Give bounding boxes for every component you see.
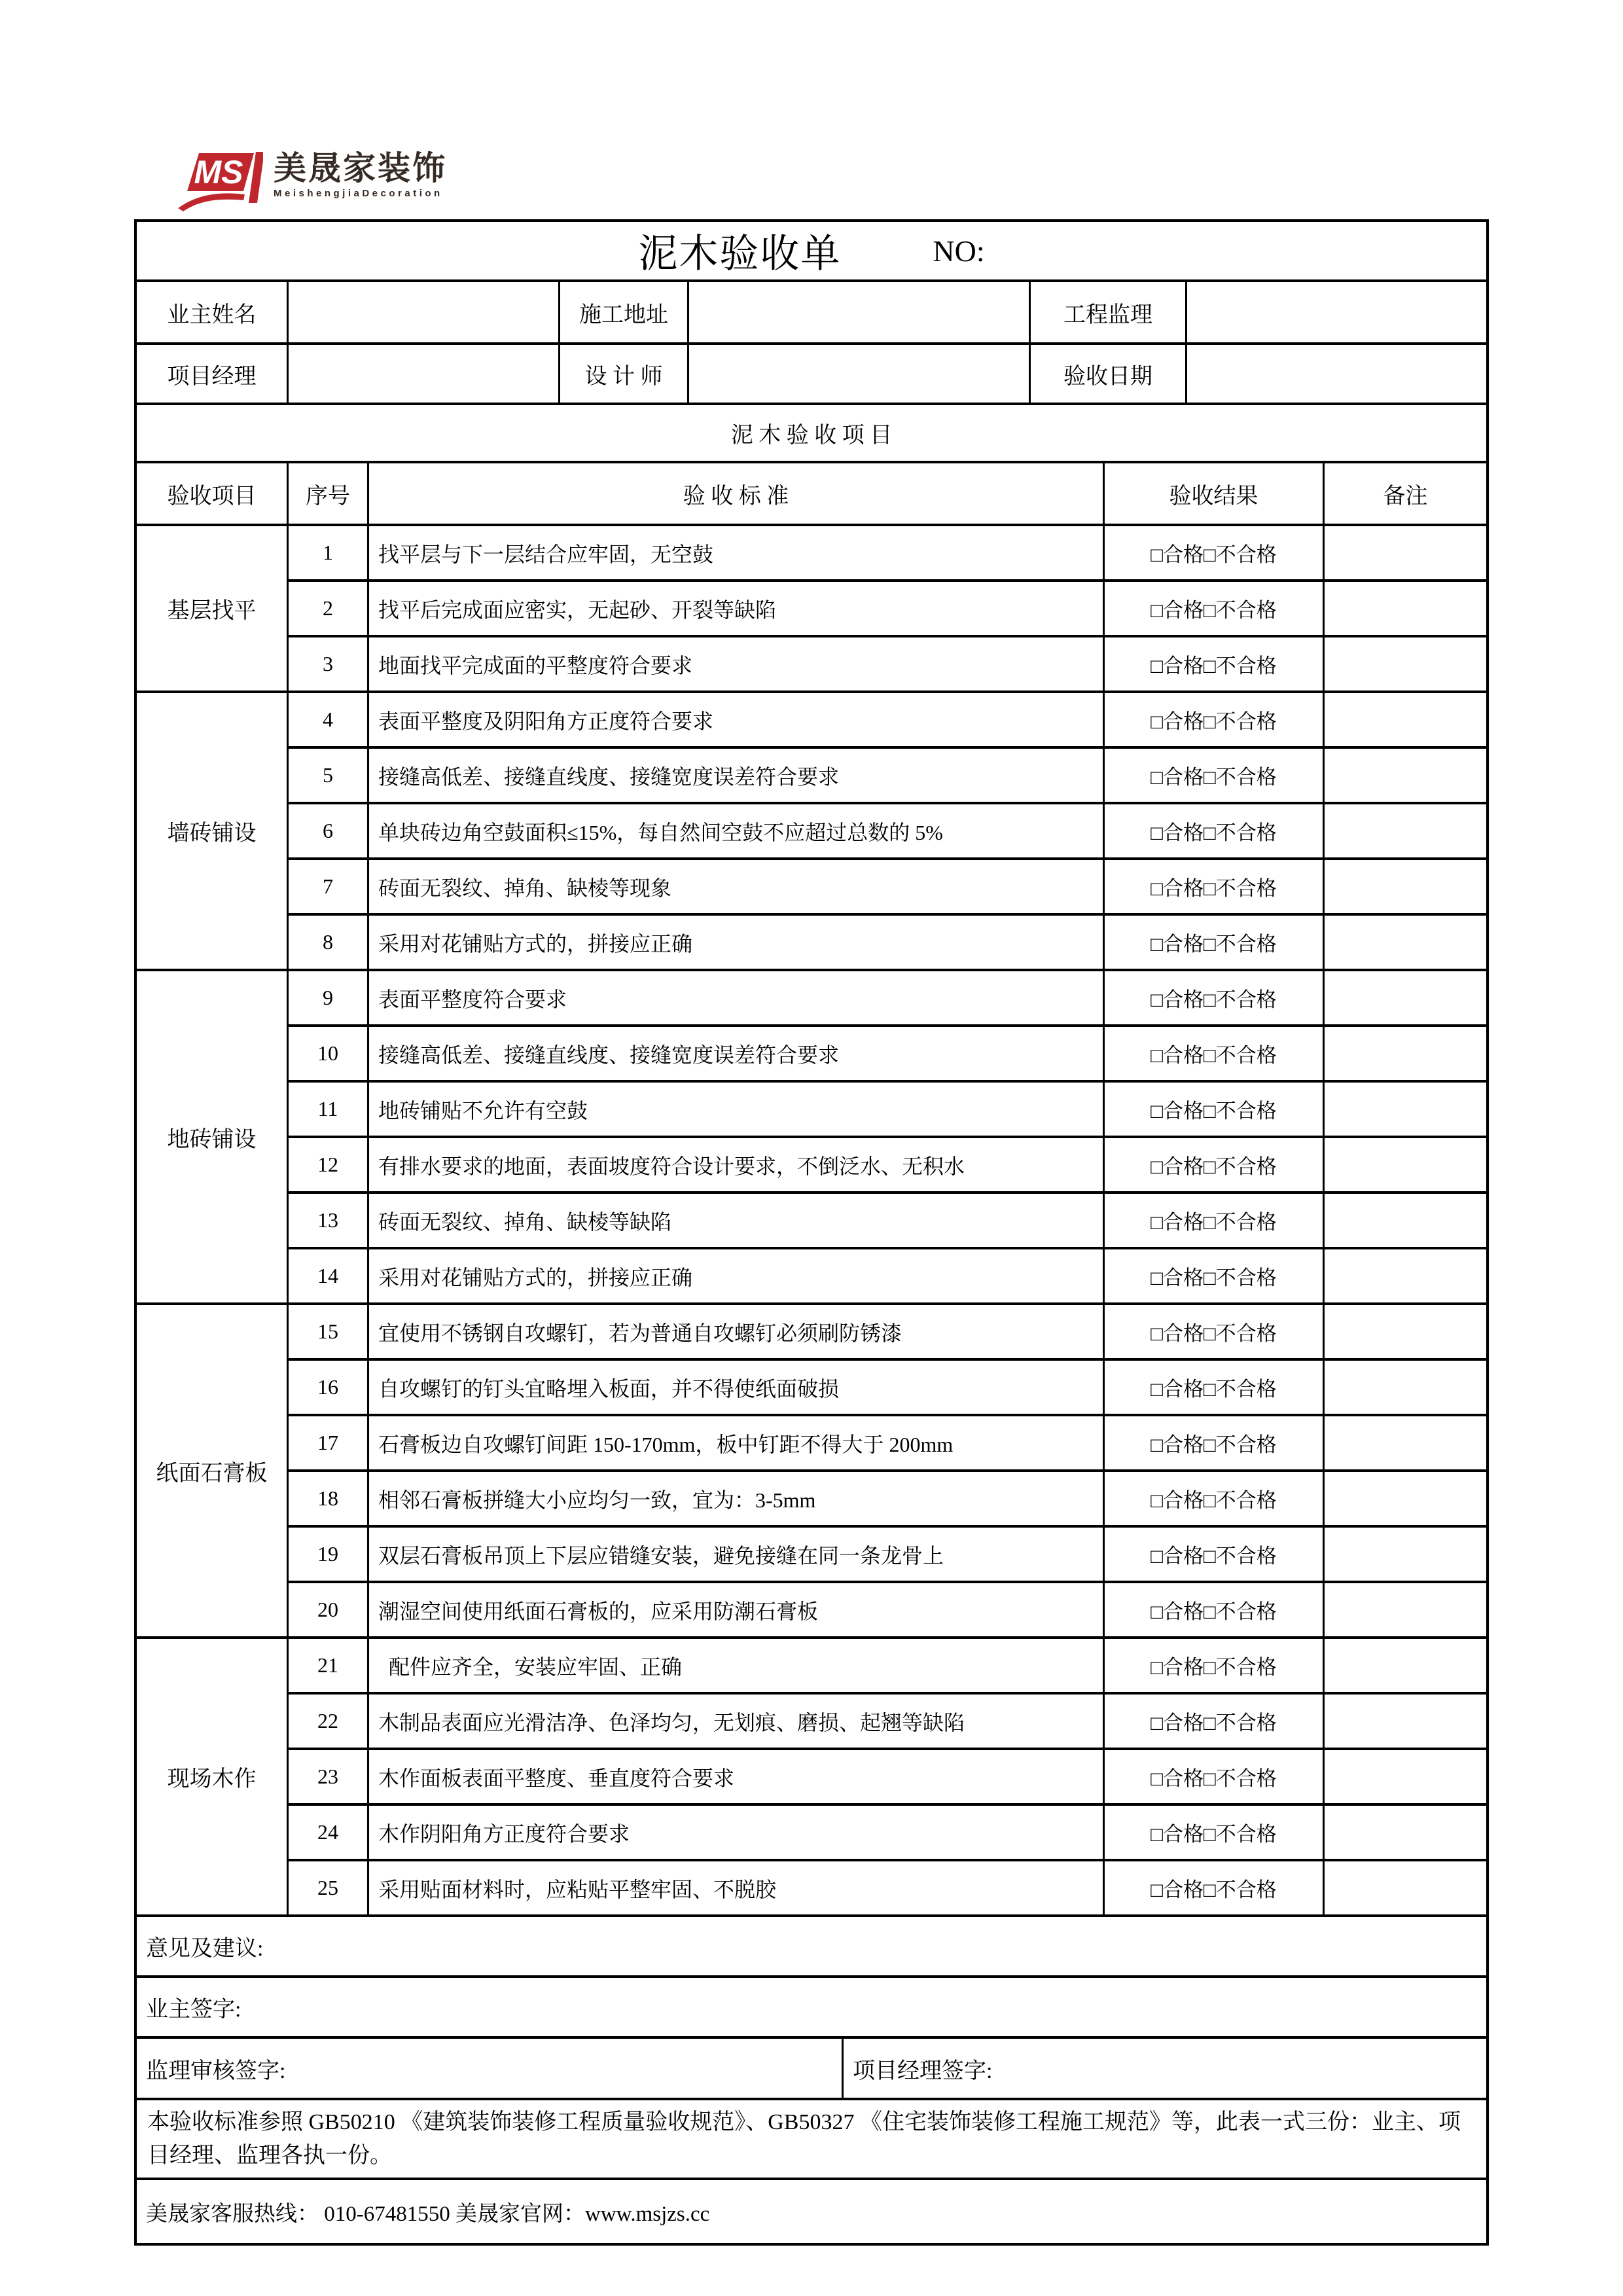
item-result[interactable]: □合格□不合格 bbox=[1105, 857, 1325, 913]
item-standard: 单块砖边角空鼓面积≤15%，每自然间空鼓不应超过总数的 5% bbox=[369, 802, 1105, 857]
item-result[interactable]: □合格□不合格 bbox=[1105, 1302, 1325, 1358]
item-standard: 找平层与下一层结合应牢固，无空鼓 bbox=[369, 524, 1105, 579]
standards-note-row bbox=[137, 2098, 1486, 2178]
item-remark[interactable] bbox=[1325, 1302, 1486, 1358]
logo-ms-mark-icon bbox=[177, 151, 263, 213]
item-standard: 砖面无裂纹、掉角、缺棱等缺陷 bbox=[369, 1191, 1105, 1247]
item-remark[interactable] bbox=[1325, 746, 1486, 802]
item-seq: 10 bbox=[289, 1024, 369, 1080]
item-result[interactable]: □合格□不合格 bbox=[1105, 1024, 1325, 1080]
item-remark[interactable] bbox=[1325, 524, 1486, 579]
item-result[interactable]: □合格□不合格 bbox=[1105, 969, 1325, 1024]
item-result[interactable]: □合格□不合格 bbox=[1105, 1247, 1325, 1302]
item-remark[interactable] bbox=[1325, 1024, 1486, 1080]
item-seq: 2 bbox=[289, 579, 369, 635]
info-value-1-0[interactable] bbox=[289, 342, 560, 403]
item-standard: 采用对花铺贴方式的，拼接应正确 bbox=[369, 1247, 1105, 1302]
item-remark[interactable] bbox=[1325, 1247, 1486, 1302]
item-seq: 15 bbox=[289, 1302, 369, 1358]
info-value-0-2[interactable] bbox=[1187, 282, 1486, 342]
group-label: 现场木作 bbox=[137, 1636, 289, 1914]
item-seq: 3 bbox=[289, 635, 369, 691]
item-seq: 20 bbox=[289, 1581, 369, 1636]
item-remark[interactable] bbox=[1325, 1358, 1486, 1414]
info-label-1-1: 设 计 师 bbox=[560, 342, 689, 403]
item-standard: 木制品表面应光滑洁净、色泽均匀，无划痕、磨损、起翘等缺陷 bbox=[369, 1692, 1105, 1748]
item-seq: 7 bbox=[289, 857, 369, 913]
item-seq: 1 bbox=[289, 524, 369, 579]
info-grid bbox=[137, 279, 1486, 403]
item-result[interactable]: □合格□不合格 bbox=[1105, 1859, 1325, 1914]
logo-name-chinese: 美晟家装饰 bbox=[274, 150, 447, 187]
info-value-1-2[interactable] bbox=[1187, 342, 1486, 403]
item-remark[interactable] bbox=[1325, 1859, 1486, 1914]
owner-signature-label: 业主签字: bbox=[146, 1998, 241, 2022]
item-seq: 17 bbox=[289, 1414, 369, 1469]
item-remark[interactable] bbox=[1325, 1469, 1486, 1525]
item-remark[interactable] bbox=[1325, 1636, 1486, 1692]
group-label: 纸面石膏板 bbox=[137, 1302, 289, 1636]
item-result[interactable]: □合格□不合格 bbox=[1105, 1191, 1325, 1247]
item-remark[interactable] bbox=[1325, 1136, 1486, 1191]
item-standard: 砖面无裂纹、掉角、缺棱等现象 bbox=[369, 857, 1105, 913]
item-result[interactable]: □合格□不合格 bbox=[1105, 635, 1325, 691]
section-title: 泥 木 验 收 项 目 bbox=[137, 403, 1486, 461]
item-result[interactable]: □合格□不合格 bbox=[1105, 802, 1325, 857]
acceptance-sheet bbox=[134, 219, 1489, 2246]
owner-signature-row[interactable] bbox=[137, 1975, 1486, 2036]
item-standard: 地面找平完成面的平整度符合要求 bbox=[369, 635, 1105, 691]
item-remark[interactable] bbox=[1325, 1803, 1486, 1859]
item-result[interactable]: □合格□不合格 bbox=[1105, 1414, 1325, 1469]
item-seq: 4 bbox=[289, 691, 369, 746]
item-seq: 5 bbox=[289, 746, 369, 802]
supervisor-signature-cell[interactable] bbox=[137, 2039, 844, 2098]
item-standard: 表面平整度及阴阳角方正度符合要求 bbox=[369, 691, 1105, 746]
pm-signature-cell[interactable] bbox=[844, 2039, 1486, 2098]
col-header-result: 验收结果 bbox=[1105, 463, 1325, 524]
suggestions-row[interactable] bbox=[137, 1914, 1486, 1975]
item-standard: 双层石膏板吊顶上下层应错缝安装，避免接缝在同一条龙骨上 bbox=[369, 1525, 1105, 1581]
logo bbox=[177, 151, 447, 213]
item-seq: 25 bbox=[289, 1859, 369, 1914]
standards-note-text: 本验收标准参照 GB50210 《建筑装饰装修工程质量验收规范》、GB50327 《住宅装饰装修工程施工规范》等，此表一式三份：业主、项目经理、监理各执一份。 bbox=[147, 2110, 1461, 2168]
col-header-remark: 备注 bbox=[1383, 484, 1428, 509]
item-result[interactable]: □合格□不合格 bbox=[1105, 1692, 1325, 1748]
item-result[interactable]: □合格□不合格 bbox=[1105, 1136, 1325, 1191]
item-standard: 接缝高低差、接缝直线度、接缝宽度误差符合要求 bbox=[369, 746, 1105, 802]
item-result[interactable]: □合格□不合格 bbox=[1105, 1469, 1325, 1525]
info-label-0-0: 业主姓名 bbox=[137, 282, 289, 342]
item-standard: 表面平整度符合要求 bbox=[369, 969, 1105, 1024]
logo-name-english: MeishengjiaDecoration bbox=[274, 188, 443, 199]
svg-text:MS: MS bbox=[194, 154, 243, 190]
item-seq: 9 bbox=[289, 969, 369, 1024]
col-header-standard: 验 收 标 准 bbox=[369, 463, 1105, 524]
item-result[interactable]: □合格□不合格 bbox=[1105, 1748, 1325, 1803]
item-result[interactable]: □合格□不合格 bbox=[1105, 913, 1325, 969]
item-result[interactable]: □合格□不合格 bbox=[1105, 1525, 1325, 1581]
item-seq: 6 bbox=[289, 802, 369, 857]
item-result[interactable]: □合格□不合格 bbox=[1105, 1636, 1325, 1692]
item-result[interactable]: □合格□不合格 bbox=[1105, 1581, 1325, 1636]
item-result[interactable]: □合格□不合格 bbox=[1105, 579, 1325, 635]
item-standard: 找平后完成面应密实，无起砂、开裂等缺陷 bbox=[369, 579, 1105, 635]
item-standard: 地砖铺贴不允许有空鼓 bbox=[369, 1080, 1105, 1136]
item-seq: 23 bbox=[289, 1748, 369, 1803]
group-label: 地砖铺设 bbox=[137, 969, 289, 1302]
item-seq: 8 bbox=[289, 913, 369, 969]
group-label: 基层找平 bbox=[137, 524, 289, 691]
items-grid bbox=[137, 461, 1486, 1914]
item-seq: 22 bbox=[289, 1692, 369, 1748]
service-text: 美晟家客服热线： 010-67481550 美晟家官网：www.msjzs.cc bbox=[146, 2202, 710, 2226]
item-remark[interactable] bbox=[1325, 1581, 1486, 1636]
item-seq: 18 bbox=[289, 1469, 369, 1525]
item-seq: 13 bbox=[289, 1191, 369, 1247]
item-remark[interactable] bbox=[1325, 802, 1486, 857]
col-header-project: 验收项目 bbox=[137, 463, 289, 524]
sheet-no-label: NO: bbox=[933, 234, 985, 268]
info-label-0-1: 施工地址 bbox=[560, 282, 689, 342]
group-label: 墙砖铺设 bbox=[137, 691, 289, 969]
item-seq: 14 bbox=[289, 1247, 369, 1302]
pm-signature-label: 项目经理签字: bbox=[853, 2058, 993, 2083]
item-remark[interactable] bbox=[1325, 1525, 1486, 1581]
item-remark[interactable] bbox=[1325, 1191, 1486, 1247]
item-standard: 石膏板边自攻螺钉间距 150-170mm，板中钉距不得大于 200mm bbox=[369, 1414, 1105, 1469]
item-remark[interactable] bbox=[1325, 1692, 1486, 1748]
item-remark[interactable] bbox=[1325, 857, 1486, 913]
item-standard: 木作阴阳角方正度符合要求 bbox=[369, 1803, 1105, 1859]
item-seq: 11 bbox=[289, 1080, 369, 1136]
info-value-0-0[interactable] bbox=[289, 282, 560, 342]
info-value-1-1[interactable] bbox=[689, 342, 1031, 403]
item-remark[interactable] bbox=[1325, 969, 1486, 1024]
item-seq: 24 bbox=[289, 1803, 369, 1859]
item-standard: 采用对花铺贴方式的，拼接应正确 bbox=[369, 913, 1105, 969]
info-value-0-1[interactable] bbox=[689, 282, 1031, 342]
item-result[interactable]: □合格□不合格 bbox=[1105, 746, 1325, 802]
item-seq: 12 bbox=[289, 1136, 369, 1191]
title-row bbox=[137, 222, 1486, 279]
item-standard: 接缝高低差、接缝直线度、接缝宽度误差符合要求 bbox=[369, 1024, 1105, 1080]
info-label-0-2: 工程监理 bbox=[1031, 282, 1187, 342]
item-standard: 潮湿空间使用纸面石膏板的，应采用防潮石膏板 bbox=[369, 1581, 1105, 1636]
item-standard: 有排水要求的地面，表面坡度符合设计要求，不倒泛水、无积水 bbox=[369, 1136, 1105, 1191]
item-standard: 宜使用不锈钢自攻螺钉，若为普通自攻螺钉必须刷防锈漆 bbox=[369, 1302, 1105, 1358]
item-standard: 相邻石膏板拼缝大小应均匀一致，宜为：3-5mm bbox=[369, 1469, 1105, 1525]
item-remark[interactable] bbox=[1325, 691, 1486, 746]
item-standard: 自攻螺钉的钉头宜略埋入板面，并不得使纸面破损 bbox=[369, 1358, 1105, 1414]
item-result[interactable]: □合格□不合格 bbox=[1105, 691, 1325, 746]
signatures-row bbox=[137, 2036, 1486, 2098]
supervisor-signature-label: 监理审核签字: bbox=[146, 2058, 286, 2083]
info-label-1-0: 项目经理 bbox=[137, 342, 289, 403]
item-standard: 配件应齐全，安装应牢固、正确 bbox=[369, 1636, 1105, 1692]
col-header-seq: 序号 bbox=[289, 463, 369, 524]
item-standard: 采用贴面材料时，应粘贴平整牢固、不脱胶 bbox=[369, 1859, 1105, 1914]
info-label-1-2: 验收日期 bbox=[1031, 342, 1187, 403]
sheet-title: 泥木验收单 bbox=[638, 232, 842, 276]
item-remark[interactable] bbox=[1325, 1414, 1486, 1469]
item-remark[interactable] bbox=[1325, 635, 1486, 691]
item-remark[interactable] bbox=[1325, 579, 1486, 635]
item-result[interactable]: □合格□不合格 bbox=[1105, 1803, 1325, 1859]
item-result[interactable]: □合格□不合格 bbox=[1105, 1358, 1325, 1414]
item-standard: 木作面板表面平整度、垂直度符合要求 bbox=[369, 1748, 1105, 1803]
item-remark[interactable] bbox=[1325, 1080, 1486, 1136]
item-seq: 19 bbox=[289, 1525, 369, 1581]
item-seq: 16 bbox=[289, 1358, 369, 1414]
suggestions-label: 意见及建议: bbox=[146, 1937, 264, 1961]
item-remark[interactable] bbox=[1325, 913, 1486, 969]
item-remark[interactable] bbox=[1325, 1748, 1486, 1803]
logo-text bbox=[274, 151, 447, 199]
service-row bbox=[137, 2178, 1486, 2243]
item-seq: 21 bbox=[289, 1636, 369, 1692]
item-result[interactable]: □合格□不合格 bbox=[1105, 524, 1325, 579]
item-result[interactable]: □合格□不合格 bbox=[1105, 1080, 1325, 1136]
